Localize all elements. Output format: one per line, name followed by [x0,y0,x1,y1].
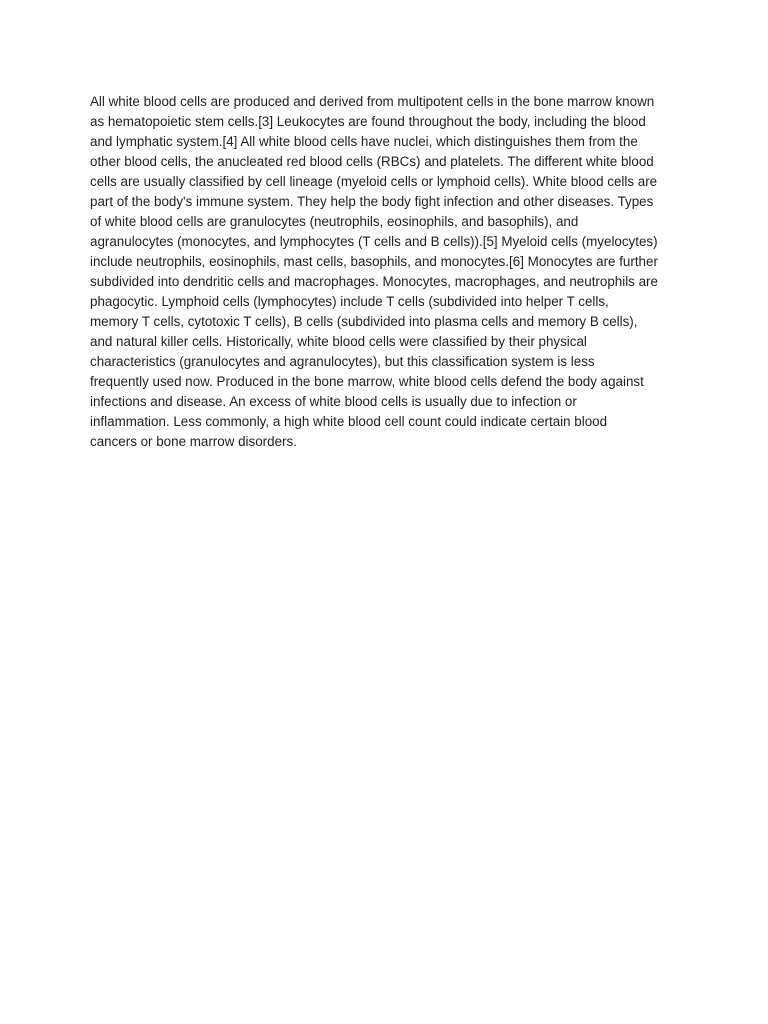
paragraph-line-16: infections and disease. An excess of white blood cells is usually due to infection or [90,394,577,409]
paragraph-line-2: as hematopoietic stem cells.[3] Leukocytes are found throughout the body, including the blood [90,114,646,129]
paragraph-line-3: and lymphatic system.[4] All white blood cells have nuclei, which distinguishes them from the [90,134,638,149]
paragraph-line-11: phagocytic. Lymphoid cells (lymphocytes) include T cells (subdivided into helper T cells, [90,294,609,309]
body-paragraph [90,92,690,452]
paragraph-line-18: cancers or bone marrow disorders. [90,434,297,449]
paragraph-line-8: agranulocytes (monocytes, and lymphocytes (T cells and B cells)).[5] Myeloid cells (myelocytes) [90,234,658,249]
paragraph-line-13: and natural killer cells. Historically, white blood cells were classified by their physical [90,334,587,349]
paragraph-line-4: other blood cells, the anucleated red blood cells (RBCs) and platelets. The different white blood [90,154,654,169]
paragraph-line-15: frequently used now. Produced in the bone marrow, white blood cells defend the body against [90,374,644,389]
paragraph-line-1: All white blood cells are produced and derived from multipotent cells in the bone marrow known [90,94,655,109]
paragraph-line-14: characteristics (granulocytes and agranulocytes), but this classification system is less [90,354,595,369]
paragraph-line-12: memory T cells, cytotoxic T cells), B cells (subdivided into plasma cells and memory B cells), [90,314,638,329]
paragraph-line-17: inflammation. Less commonly, a high white blood cell count could indicate certain blood [90,414,608,429]
paragraph-line-9: include neutrophils, eosinophils, mast cells, basophils, and monocytes.[6] Monocytes are further [90,254,658,269]
paragraph-line-7: of white blood cells are granulocytes (neutrophils, eosinophils, and basophils), and [90,214,579,229]
paragraph-line-6: part of the body's immune system. They help the body fight infection and other diseases. Types [90,194,654,209]
paragraph-line-10: subdivided into dendritic cells and macrophages. Monocytes, macrophages, and neutrophils are [90,274,658,289]
paragraph-line-5: cells are usually classified by cell lineage (myeloid cells or lymphoid cells). White blood cells are [90,174,658,189]
